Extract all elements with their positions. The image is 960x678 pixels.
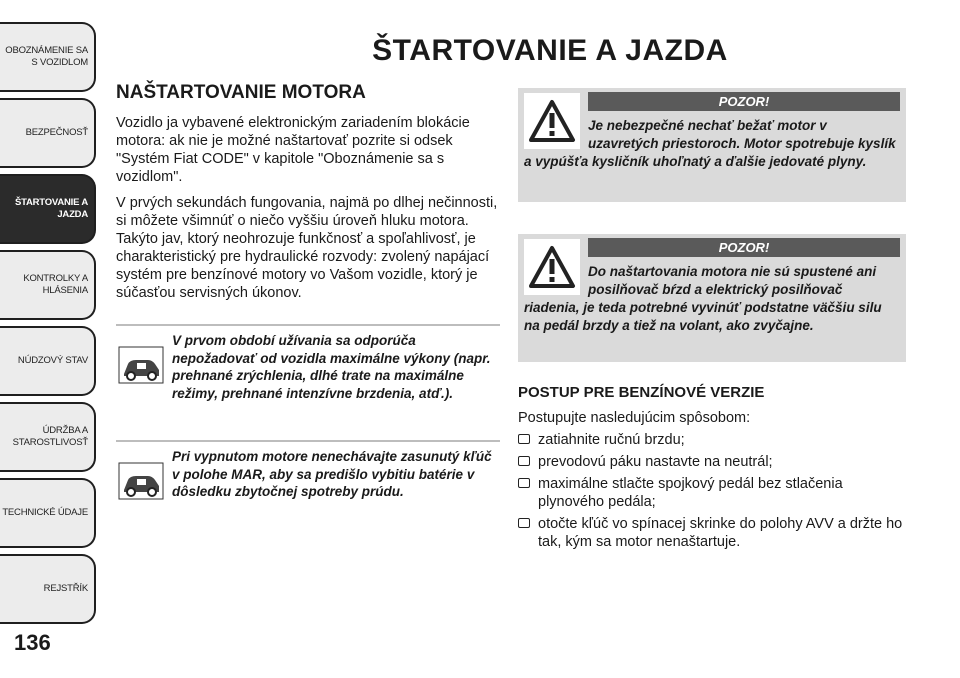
procedure-title: POSTUP PRE BENZÍNOVÉ VERZIE [518,384,765,401]
car-note-icon [116,456,166,506]
checkbox-bullet-icon [518,518,530,528]
warning-text: Do naštartovania motora nie sú spustené ani posilňovač bŕzd a elektrický posilňovač riadenia, je teda potrebné vyvinúť podstatne väčšiu silu na pedál brzdy a tiež na volant, ako zvyčajne. [524,264,882,333]
warning-header: POZOR! [588,92,900,111]
list-item [518,453,906,471]
procedure-intro: Postupujte nasledujúcim spôsobom: [518,410,751,426]
tab-udrzba[interactable]: ÚDRŽBA A STAROSTLIVOSŤ [0,402,96,472]
tab-nudzovy-stav[interactable]: NÚDZOVÝ STAV [0,326,96,396]
tab-technicke-udaje[interactable]: TECHNICKÉ ÚDAJE [0,478,96,548]
procedure-steps [518,431,906,551]
note-text: Pri vypnutom motore nenechávajte zasunutý kľúč v polohe MAR, aby sa predišlo vybitiu batérie v dôsledku zbytočnej spotreby prúdu. [172,449,492,499]
warning-header: POZOR! [588,238,900,257]
tab-oboznamenie[interactable]: OBOZNÁMENIE SA S VOZIDLOM [0,22,96,92]
page-title: ŠTARTOVANIE A JAZDA [372,34,728,68]
page-number: 136 [14,630,51,655]
checkbox-bullet-icon [518,478,530,488]
warning-box [518,88,906,202]
warning-box [518,234,906,362]
car-note-icon [116,340,166,390]
step-text: maximálne stlačte spojkový pedál bez stlačenia plynového pedála; [538,476,843,510]
paragraph: Vozidlo ja vybavené elektronickým zariadením blokácie motora: ak nie je možné naštartovať pozrite si odsek "Systém Fiat CODE" v kapitole "Oboznámenie sa s vozidlom". [116,115,470,185]
step-text: prevodovú páku nastavte na neutrál; [538,454,773,470]
right-column [518,88,906,555]
note-box [116,440,500,501]
warning-text: Je nebezpečné nechať bežať motor v uzavretých priestoroch. Motor spotrebuje kyslík a vypúšťa kysličník uhoľnatý a ďalšie jedovaté plyny. [524,118,896,169]
tab-kontrolky[interactable]: KONTROLKY A HLÁSENIA [0,250,96,320]
checkbox-bullet-icon [518,456,530,466]
tab-startovanie[interactable]: ŠTARTOVANIE A JAZDA [0,174,96,244]
note-box [116,324,500,402]
left-column [116,82,500,508]
list-item [518,515,906,551]
section-title: NAŠTARTOVANIE MOTORA [116,82,366,103]
tab-rejstrik[interactable]: REJSTŘÍK [0,554,96,624]
warning-triangle-icon [524,239,580,295]
list-item [518,475,906,511]
paragraph: V prvých sekundách fungovania, najmä po dlhej nečinnosti, si môžete všimnúť o niečo vyššiu úroveň hluku motora. Takýto jav, ktorý neohrozuje funkčnosť a spoľahlivosť, je charakteristický pre hydraulické rozvody: zvolený napájací systém pre benzínové motory vo Vašom vozidle, ktorý je súčasťou servisných úkonov. [116,195,498,301]
note-text: V prvom období užívania sa odporúča nepožadovať od vozidla maximálne výkony (napr. prehnané zrýchlenia, dlhé trate na maximálne režimy, prehnané intenzívne brzdenia, atď.). [172,333,491,401]
tab-bezpecnost[interactable]: BEZPEČNOSŤ [0,98,96,168]
step-text: zatiahnite ručnú brzdu; [538,432,685,448]
checkbox-bullet-icon [518,434,530,444]
list-item [518,431,906,449]
warning-triangle-icon [524,93,580,149]
step-text: otočte kľúč vo spínacej skrinke do polohy AVV a držte ho tak, kým sa motor nenaštartuje. [538,516,903,550]
